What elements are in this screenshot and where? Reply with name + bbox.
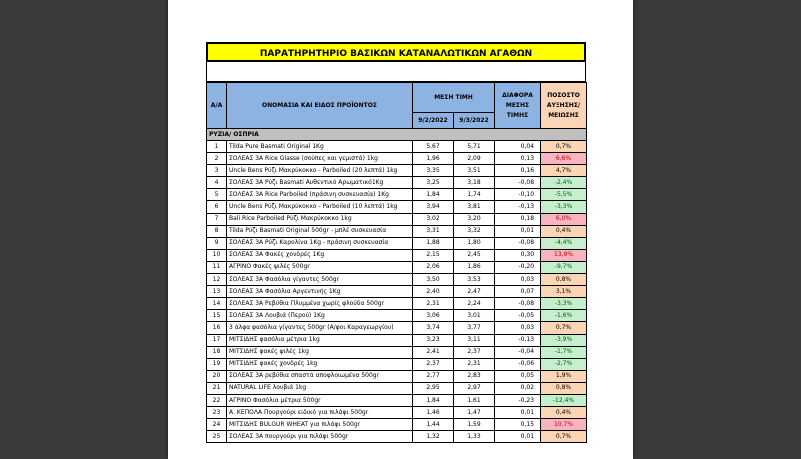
price-diff: 0,02 bbox=[495, 382, 541, 394]
price-date2: 3,11 bbox=[454, 334, 495, 346]
price-diff: -0,13 bbox=[495, 334, 541, 346]
price-date1: 3,23 bbox=[413, 334, 454, 346]
row-number: 22 bbox=[207, 394, 227, 406]
pct-change: 0,4% bbox=[541, 225, 587, 237]
pct-change: -2,7% bbox=[541, 358, 587, 370]
price-diff: 0,15 bbox=[495, 419, 541, 431]
price-date2: 2,37 bbox=[454, 346, 495, 358]
price-date1: 2,95 bbox=[413, 382, 454, 394]
price-date1: 2,31 bbox=[413, 298, 454, 310]
price-diff: -0,13 bbox=[495, 201, 541, 213]
price-date2: 2,31 bbox=[454, 358, 495, 370]
header-avg-price: ΜΕΣΗ ΤΙΜΗ bbox=[413, 83, 495, 113]
table-row bbox=[207, 141, 587, 153]
price-date2: 2,97 bbox=[454, 382, 495, 394]
price-diff: 0,03 bbox=[495, 322, 541, 334]
product-name: ΑΓΡΙΝΟ Φασόλια μέτρια 500gr bbox=[227, 394, 413, 406]
price-date1: 2,77 bbox=[413, 370, 454, 382]
product-name: NATURAL LIFE λουβιά 1kg bbox=[227, 382, 413, 394]
pct-change: 4,7% bbox=[541, 165, 587, 177]
price-diff: -0,23 bbox=[495, 394, 541, 406]
price-date1: 3,31 bbox=[413, 225, 454, 237]
product-name: ΜΙΤΣΙΔΗΣ φακές ψιλές 1kg bbox=[227, 346, 413, 358]
row-number: 4 bbox=[207, 177, 227, 189]
header-diff: ΔΙΑΦΟΡΑ ΜΕΣΗΣ ΤΙΜΗΣ bbox=[495, 83, 541, 129]
price-date2: 3,32 bbox=[454, 225, 495, 237]
pct-change: 6,6% bbox=[541, 153, 587, 165]
product-name: ΣΟΛΕΑΣ 3Α Ρύζι Basmati Αυθεντικό Αρωματικό1Kg bbox=[227, 177, 413, 189]
price-date1: 1,44 bbox=[413, 419, 454, 431]
price-date1: 1,84 bbox=[413, 189, 454, 201]
header-aa: Α/Α bbox=[207, 83, 227, 129]
price-diff: 0,01 bbox=[495, 407, 541, 419]
pct-change: 0,4% bbox=[541, 407, 587, 419]
product-name: ΜΙΤΣΙΔΗΣ φακές χονδρές 1kg bbox=[227, 358, 413, 370]
price-date2: 3,18 bbox=[454, 177, 495, 189]
table-row bbox=[207, 298, 587, 310]
price-date2: 3,81 bbox=[454, 201, 495, 213]
price-date2: 1,47 bbox=[454, 407, 495, 419]
price-date1: 3,50 bbox=[413, 274, 454, 286]
price-date2: 1,74 bbox=[454, 189, 495, 201]
price-date1: 2,40 bbox=[413, 286, 454, 298]
header-date1: 9/2/2022 bbox=[413, 113, 454, 129]
table-row bbox=[207, 177, 587, 189]
row-number: 19 bbox=[207, 358, 227, 370]
product-name: ΣΟΛΕΑΣ 3Α ρεβύθια σπαστά αποφλοιωμένα 500gr bbox=[227, 370, 413, 382]
row-number: 2 bbox=[207, 153, 227, 165]
pct-change: -12,4% bbox=[541, 394, 587, 406]
spreadsheet bbox=[206, 42, 586, 443]
price-table bbox=[206, 82, 587, 443]
table-row bbox=[207, 274, 587, 286]
product-name: ΣΟΛΕΑΣ 3Α Φασόλια Αργεντινής 1Kg bbox=[227, 286, 413, 298]
row-number: 6 bbox=[207, 201, 227, 213]
table-row bbox=[207, 431, 587, 443]
table-row bbox=[207, 370, 587, 382]
table-row bbox=[207, 407, 587, 419]
price-date1: 3,74 bbox=[413, 322, 454, 334]
product-name: ΣΟΛΕΑΣ 3Α πουργούρι για πιλάφι 500gr bbox=[227, 431, 413, 443]
table-body bbox=[207, 129, 587, 443]
pct-change: -1,7% bbox=[541, 346, 587, 358]
pct-change: 0,8% bbox=[541, 274, 587, 286]
product-name: ΜΙΤΣΙΔΗΣ BULGUR WHEAT για πιλάφι 500gr bbox=[227, 419, 413, 431]
table-row bbox=[207, 286, 587, 298]
price-diff: 0,18 bbox=[495, 213, 541, 225]
price-diff: -0,06 bbox=[495, 358, 541, 370]
price-diff: -0,08 bbox=[495, 237, 541, 249]
pct-change: 13,9% bbox=[541, 249, 587, 261]
price-diff: 0,13 bbox=[495, 153, 541, 165]
price-date2: 3,53 bbox=[454, 274, 495, 286]
row-number: 3 bbox=[207, 165, 227, 177]
pct-change: -3,3% bbox=[541, 201, 587, 213]
pct-change: 10,7% bbox=[541, 419, 587, 431]
price-date1: 1,88 bbox=[413, 237, 454, 249]
product-name: ΣΟΛΕΑΣ 3Α Φακές χονδρές 1Kg bbox=[227, 249, 413, 261]
row-number: 13 bbox=[207, 286, 227, 298]
row-number: 23 bbox=[207, 407, 227, 419]
price-date1: 2,37 bbox=[413, 358, 454, 370]
product-name: ΣΟΛΕΑΣ 3Α Λουβιά (Περού) 1Kg bbox=[227, 310, 413, 322]
table-row bbox=[207, 153, 587, 165]
pct-change: -4,4% bbox=[541, 237, 587, 249]
product-name: Uncle Bens Ρύζι Μακρύκοκκο - Parboiled (10 λεπτά) 1kg bbox=[227, 201, 413, 213]
table-row bbox=[207, 358, 587, 370]
table-row bbox=[207, 237, 587, 249]
price-diff: -0,05 bbox=[495, 310, 541, 322]
price-diff: -0,20 bbox=[495, 261, 541, 273]
table-row bbox=[207, 310, 587, 322]
price-date2: 5,71 bbox=[454, 141, 495, 153]
pct-change: -3,9% bbox=[541, 334, 587, 346]
row-number: 25 bbox=[207, 431, 227, 443]
pct-change: -3,3% bbox=[541, 298, 587, 310]
table-row bbox=[207, 394, 587, 406]
table-row bbox=[207, 346, 587, 358]
header-name: ΟΝΟΜΑΣΙΑ ΚΑΙ ΕΙΔΟΣ ΠΡΟΪΟΝΤΟΣ bbox=[227, 83, 413, 129]
price-diff: 0,03 bbox=[495, 274, 541, 286]
row-number: 10 bbox=[207, 249, 227, 261]
row-number: 21 bbox=[207, 382, 227, 394]
product-name: ΜΙΤΣΙΔΗΣ φασόλια μέτρια 1kg bbox=[227, 334, 413, 346]
price-date1: 2,41 bbox=[413, 346, 454, 358]
price-diff: -0,04 bbox=[495, 346, 541, 358]
product-name: 3 άλφα φασόλια γίγαντες 500gr (Α/φοι Καραγεωργίου) bbox=[227, 322, 413, 334]
pct-change: -5,5% bbox=[541, 189, 587, 201]
price-diff: 0,01 bbox=[495, 431, 541, 443]
price-date1: 5,67 bbox=[413, 141, 454, 153]
price-date2: 1,59 bbox=[454, 419, 495, 431]
price-date2: 1,86 bbox=[454, 261, 495, 273]
document-page bbox=[168, 0, 633, 459]
category-row: ΡΥΖΙΑ/ ΟΣΠΡΙΑ bbox=[207, 129, 587, 141]
row-number: 9 bbox=[207, 237, 227, 249]
product-name: ΣΟΛΕΑΣ 3Α Φασόλια γίγαντες 500gr bbox=[227, 274, 413, 286]
price-date2: 1,61 bbox=[454, 394, 495, 406]
table-row bbox=[207, 382, 587, 394]
price-date2: 3,51 bbox=[454, 165, 495, 177]
pct-change: 0,8% bbox=[541, 382, 587, 394]
pct-change: 1,9% bbox=[541, 370, 587, 382]
price-date2: 2,09 bbox=[454, 153, 495, 165]
price-diff: 0,04 bbox=[495, 141, 541, 153]
row-number: 5 bbox=[207, 189, 227, 201]
pct-change: 6,0% bbox=[541, 213, 587, 225]
row-number: 7 bbox=[207, 213, 227, 225]
table-row bbox=[207, 189, 587, 201]
product-name: Α. ΚΕΠΟΛΑ Πουργούρι ειδικό για πιλάφι 500gr bbox=[227, 407, 413, 419]
row-number: 18 bbox=[207, 346, 227, 358]
price-date1: 3,25 bbox=[413, 177, 454, 189]
product-name: ΣΟΛΕΑΣ 3Α Rice Parboiled (πράσινη συσκευασία) 1Kg bbox=[227, 189, 413, 201]
price-date1: 3,02 bbox=[413, 213, 454, 225]
price-date1: 1,46 bbox=[413, 407, 454, 419]
price-diff: 0,07 bbox=[495, 286, 541, 298]
price-diff: 0,01 bbox=[495, 225, 541, 237]
sheet-title: ΠΑΡΑΤΗΡΗΤΗΡΙΟ ΒΑΣΙΚΩΝ ΚΑΤΑΝΑΛΩΤΙΚΩΝ ΑΓΑΘΩΝ bbox=[206, 42, 586, 62]
row-number: 15 bbox=[207, 310, 227, 322]
price-date2: 3,01 bbox=[454, 310, 495, 322]
price-date2: 1,80 bbox=[454, 237, 495, 249]
row-number: 8 bbox=[207, 225, 227, 237]
product-name: ΣΟΛΕΑΣ 3Α Rice Glasse (σούπες και γεμιστά) 1kg bbox=[227, 153, 413, 165]
product-name: Tilda Pure Basmati Original 1Kg bbox=[227, 141, 413, 153]
table-row bbox=[207, 334, 587, 346]
price-date2: 3,77 bbox=[454, 322, 495, 334]
price-diff: -0,08 bbox=[495, 298, 541, 310]
row-number: 1 bbox=[207, 141, 227, 153]
price-date1: 3,35 bbox=[413, 165, 454, 177]
price-diff: -0,08 bbox=[495, 177, 541, 189]
price-diff: -0,10 bbox=[495, 189, 541, 201]
product-name: ΣΟΛΕΑΣ 3Α Ρύζι Καρολίνα 1Kg - πράσινη συσκευασία bbox=[227, 237, 413, 249]
header-pct: ΠΟΣΟΣΤΟ ΑΥΞΗΣΗΣ/ ΜΕΙΩΣΗΣ bbox=[541, 83, 587, 129]
table-row bbox=[207, 322, 587, 334]
table-row bbox=[207, 165, 587, 177]
product-name: Bali Rice Parboiled Ρύζι Μακρύκοκκο 1kg bbox=[227, 213, 413, 225]
product-name: ΣΟΛΕΑΣ 3Α Ρεβύθια Πλυμμένα χωρίς φλούδα 500gr bbox=[227, 298, 413, 310]
price-date1: 1,84 bbox=[413, 394, 454, 406]
product-name: Uncle Bens Ρύζι Μακρύκοκκο - Parboiled (20 λεπτά) 1kg bbox=[227, 165, 413, 177]
blank-row bbox=[206, 62, 586, 82]
row-number: 16 bbox=[207, 322, 227, 334]
price-date1: 3,06 bbox=[413, 310, 454, 322]
price-date2: 2,83 bbox=[454, 370, 495, 382]
table-row bbox=[207, 419, 587, 431]
price-date1: 2,15 bbox=[413, 249, 454, 261]
pct-change: 0,7% bbox=[541, 141, 587, 153]
pct-change: 3,1% bbox=[541, 286, 587, 298]
row-number: 20 bbox=[207, 370, 227, 382]
price-diff: 0,16 bbox=[495, 165, 541, 177]
table-row bbox=[207, 213, 587, 225]
product-name: ΑΓΡΙΝΟ Φακές ψιλές 500gr bbox=[227, 261, 413, 273]
pct-change: 0,7% bbox=[541, 431, 587, 443]
price-date2: 3,20 bbox=[454, 213, 495, 225]
row-number: 24 bbox=[207, 419, 227, 431]
row-number: 12 bbox=[207, 274, 227, 286]
table-row bbox=[207, 201, 587, 213]
price-date2: 2,47 bbox=[454, 286, 495, 298]
price-date1: 2,06 bbox=[413, 261, 454, 273]
price-diff: 0,30 bbox=[495, 249, 541, 261]
header-date2: 9/3/2022 bbox=[454, 113, 495, 129]
pct-change: -1,6% bbox=[541, 310, 587, 322]
price-date1: 1,96 bbox=[413, 153, 454, 165]
row-number: 11 bbox=[207, 261, 227, 273]
pct-change: 0,7% bbox=[541, 322, 587, 334]
row-number: 17 bbox=[207, 334, 227, 346]
price-diff: 0,05 bbox=[495, 370, 541, 382]
product-name: Tilda Ρύζι Basmati Original 500gr - μπλέ συσκευασία bbox=[227, 225, 413, 237]
row-number: 14 bbox=[207, 298, 227, 310]
price-date2: 1,33 bbox=[454, 431, 495, 443]
table-row bbox=[207, 261, 587, 273]
price-date2: 2,45 bbox=[454, 249, 495, 261]
price-date2: 2,24 bbox=[454, 298, 495, 310]
pct-change: -9,7% bbox=[541, 261, 587, 273]
pct-change: -2,4% bbox=[541, 177, 587, 189]
table-row bbox=[207, 225, 587, 237]
table-row bbox=[207, 249, 587, 261]
price-date1: 3,94 bbox=[413, 201, 454, 213]
price-date1: 1,32 bbox=[413, 431, 454, 443]
